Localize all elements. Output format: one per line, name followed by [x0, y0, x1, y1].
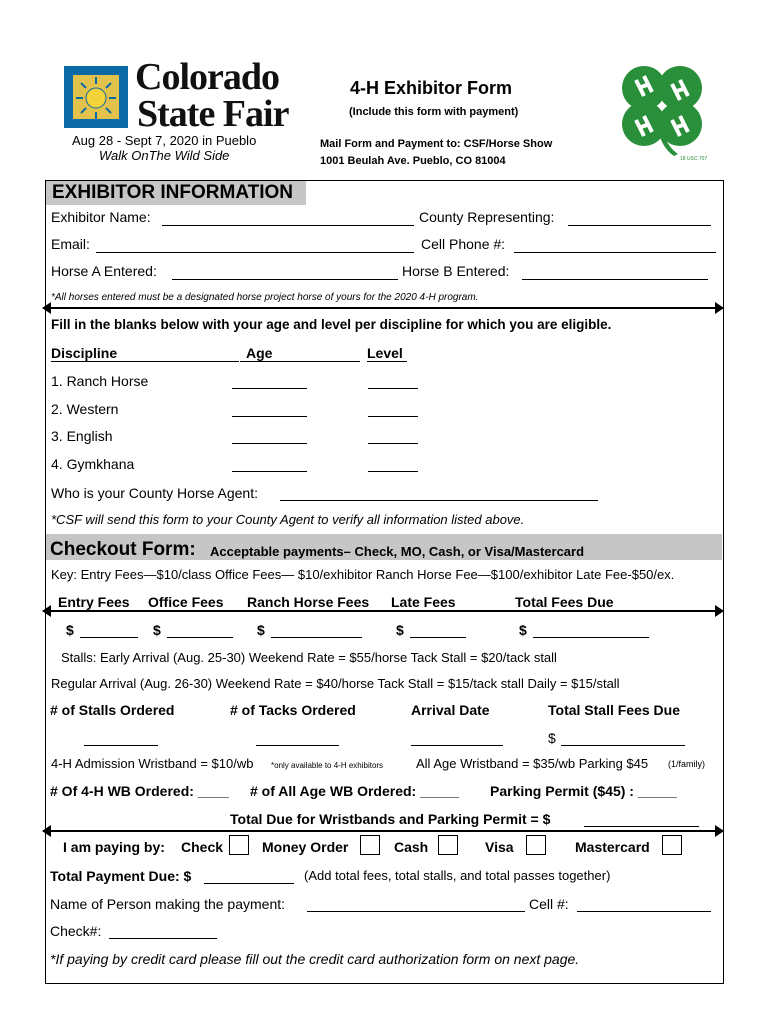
mail-address-line: 1001 Beulah Ave. Pueblo, CO 81004 — [320, 155, 506, 167]
discipline-item: 4. Gymkhana — [51, 456, 135, 472]
divider-arrow — [44, 830, 722, 832]
divider-arrow — [44, 307, 722, 309]
horse-a-label: Horse A Entered: — [51, 263, 157, 279]
level-col-underline — [367, 361, 407, 362]
discipline-item: 1. Ranch Horse — [51, 373, 149, 389]
total-payment-label: Total Payment Due: $ — [50, 868, 192, 884]
arrival-date-field[interactable] — [411, 745, 503, 746]
wristband-4h-rate: 4-H Admission Wristband = $10/wb — [51, 756, 254, 771]
dollar-sign: $ — [519, 622, 527, 638]
email-label: Email: — [51, 236, 90, 252]
horse-b-field[interactable] — [522, 279, 708, 280]
age-field[interactable] — [232, 471, 307, 472]
pay-option-money-order-label: Money Order — [262, 839, 349, 855]
payer-name-label: Name of Person making the payment: — [50, 896, 286, 912]
discipline-instruction: Fill in the blanks below with your age and level per discipline for which you are eligible. — [51, 317, 612, 332]
visa-checkbox[interactable] — [526, 835, 546, 855]
stalls-regular-rates: Regular Arrival (Aug. 26-30) Weekend Rate = $40/horse Tack Stall = $15/tack stall Daily = $15/stall — [51, 676, 620, 691]
age-col-header: Age — [246, 345, 273, 361]
entry-fees-field[interactable] — [80, 637, 138, 638]
wristband-all-age-rate: All Age Wristband = $35/wb Parking $45 — [416, 756, 649, 771]
payer-cell-label: Cell #: — [529, 896, 569, 912]
discipline-col-underline — [51, 361, 239, 362]
ranch-horse-fees-field[interactable] — [271, 637, 362, 638]
dollar-sign: $ — [257, 622, 265, 638]
exhibitor-name-label: Exhibitor Name: — [51, 209, 151, 225]
total-payment-note: (Add total fees, total stalls, and total passes together) — [304, 868, 611, 883]
dollar-sign: $ — [66, 622, 74, 638]
office-fees-field[interactable] — [167, 637, 233, 638]
form-subtitle: (Include this form with payment) — [349, 106, 519, 118]
mail-to-line: Mail Form and Payment to: CSF/Horse Show — [320, 138, 553, 150]
county-field[interactable] — [568, 225, 711, 226]
mastercard-checkbox[interactable] — [662, 835, 682, 855]
late-fees-field[interactable] — [410, 637, 466, 638]
stalls-ordered-field[interactable] — [84, 745, 158, 746]
accepted-payments: Acceptable payments– Check, MO, Cash, or Visa/Mastercard — [210, 544, 585, 559]
fee-key: Key: Entry Fees—$10/class Office Fees— $10/exhibitor Ranch Horse Fee—$100/exhibitor Late Fee-$50/ex. — [51, 567, 675, 582]
total-payment-field[interactable] — [204, 883, 294, 884]
total-fees-field[interactable] — [533, 637, 649, 638]
stalls-early-rates: Stalls: Early Arrival (Aug. 25-30) Weekend Rate = $55/horse Tack Stall = $20/tack stall — [61, 650, 557, 665]
exhibitor-name-field[interactable] — [162, 225, 414, 226]
check-number-field[interactable] — [109, 938, 217, 939]
wb-4h-ordered[interactable]: # Of 4-H WB Ordered: ____ — [50, 783, 229, 799]
late-fees-header: Late Fees — [391, 594, 456, 610]
payer-name-field[interactable] — [307, 911, 525, 912]
check-checkbox[interactable] — [229, 835, 249, 855]
brand-line-2: State Fair — [137, 93, 289, 135]
4h-clover-icon — [614, 58, 710, 158]
stalls-ordered-header: # of Stalls Ordered — [50, 702, 175, 718]
fair-tagline: Walk OnThe Wild Side — [99, 148, 230, 163]
age-field[interactable] — [232, 416, 307, 417]
office-fees-header: Office Fees — [148, 594, 224, 610]
pay-option-visa-label: Visa — [485, 839, 514, 855]
total-fees-header: Total Fees Due — [515, 594, 614, 610]
money-order-checkbox[interactable] — [360, 835, 380, 855]
horse-a-field[interactable] — [172, 279, 398, 280]
county-label: County Representing: — [419, 209, 555, 225]
dollar-sign: $ — [153, 622, 161, 638]
level-field[interactable] — [368, 416, 418, 417]
payer-cell-field[interactable] — [577, 911, 711, 912]
wristband-note: *only available to 4-H exhibitors — [271, 761, 384, 770]
level-field[interactable] — [368, 471, 418, 472]
form-title: 4-H Exhibitor Form — [350, 78, 513, 98]
level-col-header: Level — [367, 345, 403, 361]
arrival-date-header: Arrival Date — [411, 702, 490, 718]
cell-phone-field[interactable] — [514, 252, 716, 253]
email-field[interactable] — [96, 252, 414, 253]
horse-note: *All horses entered must be a designated horse project horse of yours for the 2020 4-H program. — [51, 292, 479, 303]
dollar-sign: $ — [548, 730, 556, 746]
ranch-horse-fees-header: Ranch Horse Fees — [247, 594, 370, 610]
county-agent-label: Who is your County Horse Agent: — [51, 485, 258, 501]
parking-limit: (1/family) — [668, 759, 706, 769]
level-field[interactable] — [368, 388, 418, 389]
level-field[interactable] — [368, 443, 418, 444]
discipline-item: 3. English — [51, 428, 113, 444]
age-field[interactable] — [232, 443, 307, 444]
pay-option-cash-label: Cash — [394, 839, 429, 855]
tacks-ordered-header: # of Tacks Ordered — [230, 702, 356, 718]
total-stall-fees-header: Total Stall Fees Due — [548, 702, 680, 718]
age-col-underline — [240, 361, 360, 362]
usc-notice: 18 USC 707 — [680, 156, 708, 162]
checkout-heading: Checkout Form: — [50, 539, 196, 560]
age-field[interactable] — [232, 388, 307, 389]
dollar-sign: $ — [396, 622, 404, 638]
parking-permit[interactable]: Parking Permit ($45) : _____ — [490, 783, 677, 799]
total-stall-fees-field[interactable] — [561, 745, 685, 746]
pay-option-check-label: Check — [181, 839, 224, 855]
discipline-col-header: Discipline — [51, 345, 118, 361]
total-wristband-field[interactable] — [584, 826, 699, 827]
wb-all-age-ordered[interactable]: # of All Age WB Ordered: _____ — [250, 783, 460, 799]
tacks-ordered-field[interactable] — [256, 745, 339, 746]
entry-fees-header: Entry Fees — [58, 594, 130, 610]
fair-dates: Aug 28 - Sept 7, 2020 in Pueblo — [72, 133, 257, 148]
credit-card-note: *If paying by credit card please fill out the credit card authorization form on next page. — [50, 951, 580, 967]
county-agent-field[interactable] — [280, 500, 598, 501]
sun-icon — [70, 72, 122, 122]
exhibitor-heading: EXHIBITOR INFORMATION — [52, 182, 294, 203]
brand-line-1: Colorado — [135, 56, 279, 98]
cash-checkbox[interactable] — [438, 835, 458, 855]
paying-by-label: I am paying by: — [63, 839, 165, 855]
pay-option-mastercard-label: Mastercard — [575, 839, 650, 855]
divider-arrow — [44, 610, 722, 612]
discipline-item: 2. Western — [51, 401, 119, 417]
verify-note: *CSF will send this form to your County Agent to verify all information listed above. — [51, 512, 525, 527]
check-number-label: Check#: — [50, 923, 102, 939]
total-wristband-label: Total Due for Wristbands and Parking Permit = $ — [230, 811, 551, 827]
fair-logo — [64, 66, 128, 128]
cell-phone-label: Cell Phone #: — [421, 236, 506, 252]
horse-b-label: Horse B Entered: — [402, 263, 510, 279]
